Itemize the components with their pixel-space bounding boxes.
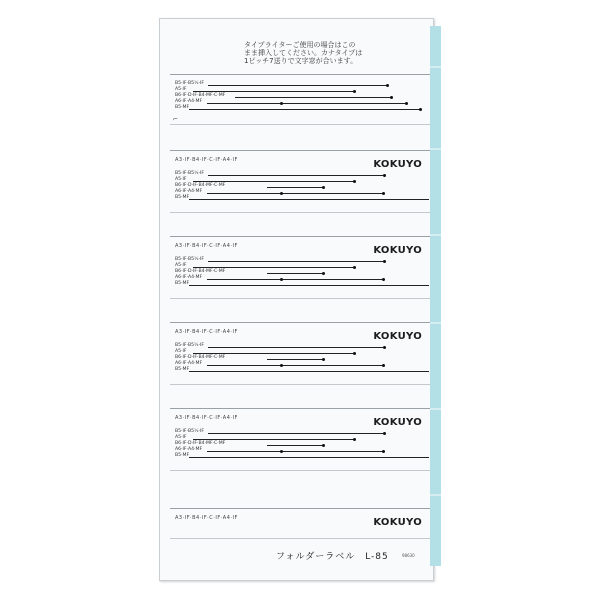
product-title: フォルダーラベル L-85 (276, 552, 389, 562)
tab-notch (430, 408, 441, 410)
guide-line (207, 103, 405, 104)
size-row-text: A6·IF·A4·MF (175, 99, 203, 104)
guide-line (207, 365, 382, 366)
guide-line (207, 279, 382, 280)
folder-label-first (170, 74, 430, 124)
size-row-text: B5·IF·B5½·IF (175, 343, 204, 348)
kokuyo-logo: KOKUYO (373, 331, 422, 342)
label-divider (170, 538, 430, 539)
guide-line (193, 267, 353, 268)
guide-line (208, 433, 383, 434)
size-row-text: B5·MF (175, 453, 190, 458)
guide-line (193, 91, 353, 92)
size-row-text: A5·IF (175, 349, 187, 354)
size-row-text: B5·MF (175, 367, 190, 372)
size-row-text: B6·IF·D·IF·B4·MF·C·MF (175, 441, 226, 446)
size-row-text: B6·IF·D·IF·B4·MF·C·MF (175, 355, 226, 360)
label-header: A3·IF·B4·IF·C·IF·A4·IF (175, 415, 238, 421)
guide-line (208, 347, 383, 348)
size-row-text: A6·IF·A4·MF (175, 275, 203, 280)
size-row-text: A6·IF·A4·MF (175, 361, 203, 366)
guide-line (193, 353, 353, 354)
corner-mark: ⌐ (173, 116, 179, 123)
tab-notch (430, 494, 441, 496)
guide-line (193, 181, 353, 182)
size-row-text: B5·MF (175, 281, 190, 286)
folder-label (170, 236, 430, 298)
size-row-text: A6·IF·A4·MF (175, 189, 203, 194)
guide-line (267, 187, 322, 188)
guide-line (189, 285, 429, 286)
label-divider (170, 298, 430, 299)
guide-line (193, 439, 353, 440)
folder-label (170, 408, 430, 470)
kokuyo-logo: KOKUYO (373, 417, 422, 428)
guide-line (208, 175, 383, 176)
typewriter-instructions (244, 41, 414, 65)
guide-dot (419, 108, 422, 111)
size-row (175, 367, 425, 374)
size-row-text: B5·MF (175, 195, 190, 200)
size-row (175, 453, 425, 460)
guide-line (189, 371, 429, 372)
tab-notch (430, 234, 441, 236)
size-row-text: B5·IF·B5½·IF (175, 81, 204, 86)
size-row (175, 105, 425, 112)
kokuyo-logo: KOKUYO (373, 245, 422, 256)
size-row (175, 195, 425, 202)
tab-strip (430, 26, 441, 566)
size-row-text: B5·IF·B5½·IF (175, 429, 204, 434)
folder-label (170, 150, 430, 212)
label-divider (170, 384, 430, 385)
size-row-text: B6·IF·D·IF·B4·MF·C·MF (175, 269, 226, 274)
label-divider (170, 470, 430, 471)
size-row-text: B5·MF (175, 105, 190, 110)
size-row-text: B5·IF·B5½·IF (175, 171, 204, 176)
guide-line (235, 97, 390, 98)
guide-line (267, 273, 322, 274)
label-header: A3·IF·B4·IF·C·IF·A4·IF (175, 243, 238, 249)
instruction-line: タイプライターご使用の場合はこの (244, 41, 356, 49)
size-row-text: A5·IF (175, 263, 187, 268)
guide-line (189, 457, 429, 458)
tab-notch (430, 322, 441, 324)
label-header: A3·IF·B4·IF·C·IF·A4·IF (175, 515, 238, 521)
guide-line (208, 261, 383, 262)
instruction-line: まま挿入してください。カナタイプは (244, 49, 363, 57)
tab-notch (430, 148, 441, 150)
guide-line (267, 359, 322, 360)
folder-label-last (170, 508, 430, 538)
instruction-line: 1ピッチ7送りで文字窓が合います。 (244, 57, 358, 65)
kokuyo-logo: KOKUYO (373, 159, 422, 170)
size-row-text: B5·IF·B5½·IF (175, 257, 204, 262)
guide-line (189, 109, 419, 110)
size-row-text: A6·IF·A4·MF (175, 447, 203, 452)
label-divider (170, 124, 430, 125)
tab-notch (430, 66, 441, 68)
folder-label (170, 322, 430, 384)
guide-line (208, 85, 386, 86)
size-row-text: A5·IF (175, 435, 187, 440)
label-header: A3·IF·B4·IF·C·IF·A4·IF (175, 329, 238, 335)
guide-line (207, 451, 382, 452)
size-row (175, 281, 425, 288)
size-row-text: B6·IF·D·IF·B4·MF·C·MF (175, 93, 226, 98)
size-row-text: A5·IF (175, 177, 187, 182)
product-code: 98630 (402, 553, 415, 558)
guide-line (267, 445, 322, 446)
kokuyo-logo: KOKUYO (373, 517, 422, 528)
size-row-text: A5·IF (175, 87, 187, 92)
label-divider (170, 212, 430, 213)
guide-line (207, 193, 382, 194)
label-header: A3·IF·B4·IF·C·IF·A4·IF (175, 157, 238, 163)
size-row-text: B6·IF·D·IF·B4·MF·C·MF (175, 183, 226, 188)
guide-line (189, 199, 429, 200)
